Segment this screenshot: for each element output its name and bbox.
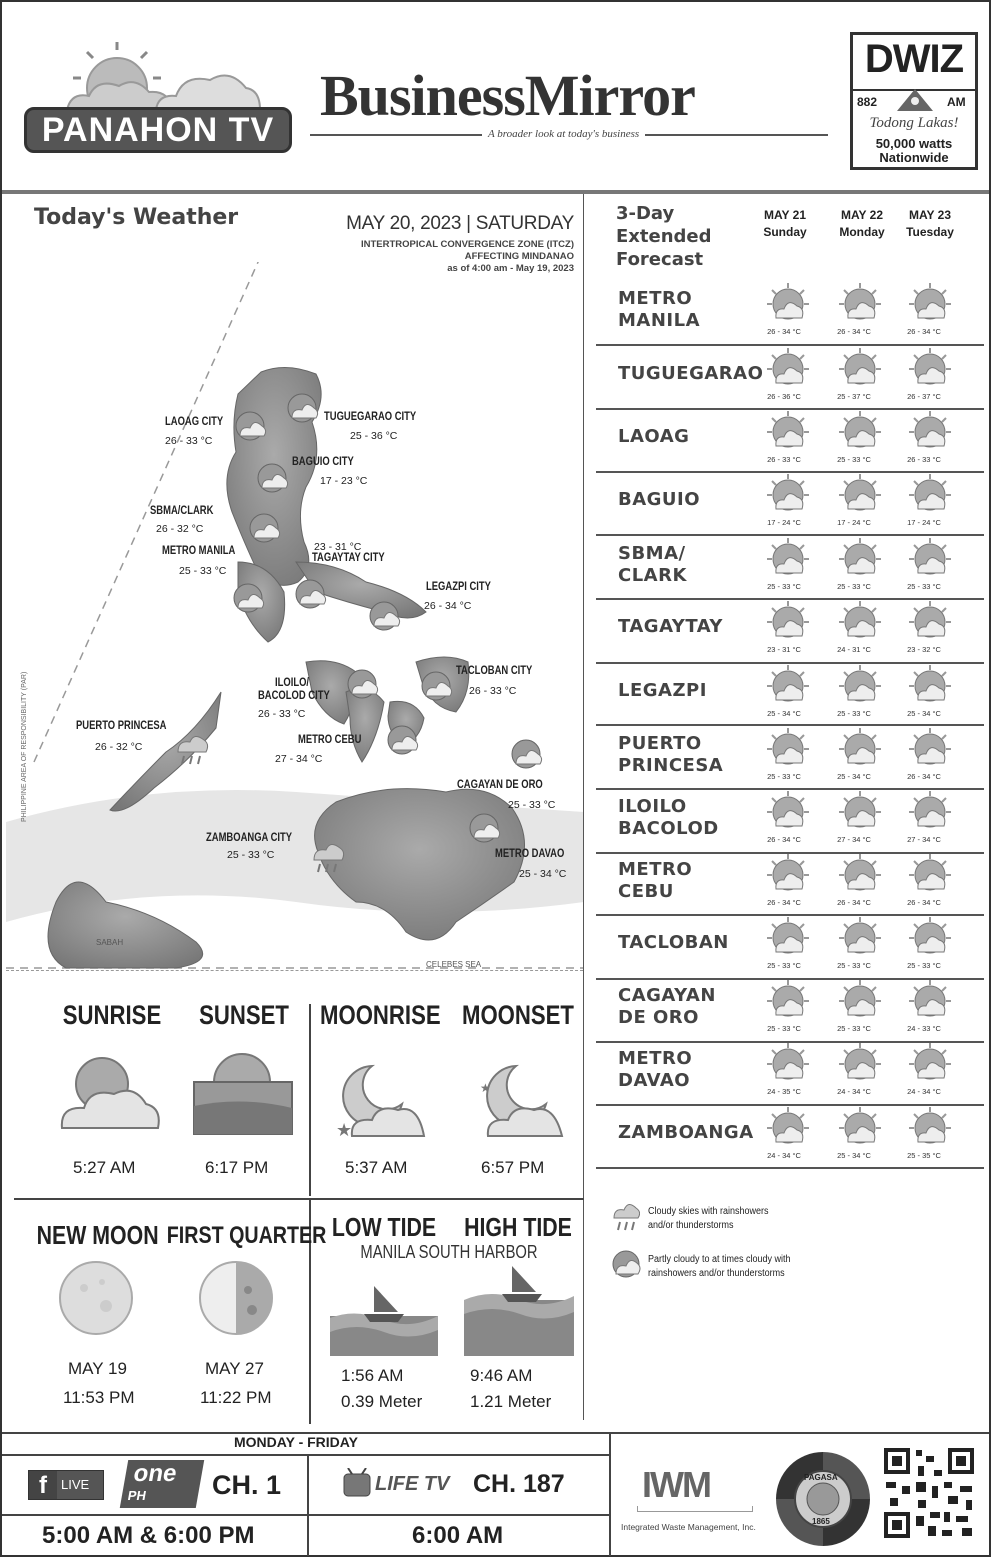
forecast-day-3 <box>895 207 965 241</box>
map-temp-tacloban: 26 - 33 °C <box>469 685 517 697</box>
forecast-partly-cloudy-icon <box>766 282 810 329</box>
legend-rain-line-1: Cloudy skies with rainshowers <box>648 1206 769 1217</box>
forecast-partly-cloudy-icon <box>766 347 810 394</box>
sunrise-time: 5:27 AM <box>73 1158 136 1177</box>
new-moon-date: MAY 19 <box>68 1359 127 1378</box>
dwiz-band: AM <box>947 95 966 109</box>
iwm-company-name: Integrated Waste Management, Inc. <box>621 1522 756 1532</box>
sunrise-label: SUNRISE <box>62 1000 162 1030</box>
forecast-partly-cloudy-icon <box>838 664 882 711</box>
forecast-city-line-2: PRINCESA <box>618 755 724 776</box>
forecast-temp: 26 - 34 °C <box>837 327 871 336</box>
forecast-partly-cloudy-icon <box>766 664 810 711</box>
forecast-temp: 17 - 24 °C <box>837 518 871 527</box>
map-partly-cloudy-icon <box>344 666 380 707</box>
sabah-label: SABAH <box>96 938 124 947</box>
dwiz-power <box>853 137 975 165</box>
partly-cloudy-sun-icon <box>610 1248 642 1285</box>
forecast-row-divider <box>596 1167 984 1169</box>
forecast-day-1 <box>750 207 820 241</box>
forecast-city-line-2: DAVAO <box>618 1070 691 1091</box>
map-temp-tuguegarao: 25 - 36 °C <box>350 430 398 442</box>
forecast-temp: 23 - 31 °C <box>767 645 801 654</box>
forecast-partly-cloudy-icon <box>908 473 952 520</box>
cloud-logo-icon <box>152 64 262 112</box>
forecast-partly-cloudy-icon <box>908 979 952 1026</box>
map-partly-cloudy-icon <box>232 408 268 449</box>
forecast-city <box>618 288 700 332</box>
dwiz-logo <box>850 32 978 170</box>
first-quarter-label: FIRST QUARTER <box>166 1222 327 1249</box>
forecast-date: MAY 20, 2023 | SATURDAY <box>346 213 574 234</box>
main-column-divider <box>583 194 584 1420</box>
map-label-metro-manila: METRO MANILA <box>162 545 236 557</box>
new-moon-label: NEW MOON <box>36 1220 159 1250</box>
forecast-partly-cloudy-icon <box>908 664 952 711</box>
forecast-partly-cloudy-icon <box>908 1042 952 1089</box>
forecast-temp: 24 - 34 °C <box>767 1151 801 1160</box>
low-tide-height: 0.39 Meter <box>341 1392 423 1411</box>
forecast-partly-cloudy-icon <box>908 727 952 774</box>
forecast-partly-cloudy-icon <box>908 537 952 584</box>
forecast-partly-cloudy-icon <box>838 600 882 647</box>
sunset-time: 6:17 PM <box>205 1158 269 1177</box>
sun-moon-bottom-rule <box>14 1198 584 1200</box>
forecast-partly-cloudy-icon <box>838 916 882 963</box>
forecast-partly-cloudy-icon <box>908 853 952 900</box>
broadcast-times-rule <box>2 1514 610 1516</box>
moonset-time: 6:57 PM <box>481 1158 545 1177</box>
channel-187: CH. 187 <box>473 1470 565 1498</box>
forecast-temp: 17 - 24 °C <box>907 518 941 527</box>
forecast-city <box>618 1122 754 1144</box>
map-partly-cloudy-icon <box>418 668 454 709</box>
forecast-partly-cloudy-icon <box>766 853 810 900</box>
forecast-partly-cloudy-icon <box>908 916 952 963</box>
map-label-tagaytay: TAGAYTAY CITY <box>312 552 385 564</box>
moonrise-label: MOONRISE <box>320 1000 441 1030</box>
dwiz-coverage: Nationwide <box>879 150 949 165</box>
forecast-temp: 24 - 34 °C <box>837 1087 871 1096</box>
facebook-live-badge <box>28 1470 104 1500</box>
forecast-city-line-1: METRO <box>618 288 693 309</box>
forecast-temp: 26 - 34 °C <box>907 327 941 336</box>
new-moon-time: 11:53 PM <box>63 1388 135 1407</box>
map-temp-baguio: 17 - 23 °C <box>320 475 368 487</box>
map-partly-cloudy-icon <box>284 390 320 431</box>
forecast-temp: 26 - 36 °C <box>767 392 801 401</box>
iwm-truck-base <box>637 1506 753 1512</box>
one-ph-sub: PH <box>126 1488 148 1503</box>
forecast-city <box>618 796 719 840</box>
moonset-label: MOONSET <box>462 1000 574 1030</box>
forecast-temp: 25 - 33 °C <box>907 582 941 591</box>
map-label-sbma: SBMA/CLARK <box>150 505 214 517</box>
forecast-temp: 25 - 33 °C <box>837 455 871 464</box>
forecast-city-line-1: METRO <box>618 1048 693 1069</box>
forecast-temp: 25 - 35 °C <box>907 1151 941 1160</box>
forecast-city-line-1: TAGAYTAY <box>618 616 723 637</box>
svg-text:★: ★ <box>480 1081 491 1095</box>
forecast-temp: 25 - 34 °C <box>837 1151 871 1160</box>
forecast-partly-cloudy-icon <box>908 347 952 394</box>
forecast-temp: 25 - 37 °C <box>837 392 871 401</box>
forecast-day-2 <box>827 207 897 241</box>
facebook-icon: f <box>29 1471 57 1499</box>
iwm-logo: IWM <box>642 1464 710 1505</box>
forecast-temp: 27 - 34 °C <box>907 835 941 844</box>
forecast-city <box>618 859 692 903</box>
map-temp-sbma: 26 - 32 °C <box>156 523 204 535</box>
forecast-city-line-2: CLARK <box>618 565 687 586</box>
forecast-temp: 25 - 33 °C <box>907 961 941 970</box>
forecast-temp: 24 - 31 °C <box>837 645 871 654</box>
one-ph-wordmark: one <box>131 1460 179 1487</box>
forecast-temp: 26 - 34 °C <box>907 898 941 907</box>
dwiz-tower-icon <box>893 87 937 113</box>
day-date: MAY 21 <box>763 208 807 222</box>
one-ph-logo <box>120 1460 204 1508</box>
moonrise-time: 5:37 AM <box>345 1158 408 1177</box>
publication-title: BusinessMirror <box>320 63 695 128</box>
forecast-partly-cloudy-icon <box>838 853 882 900</box>
forecast-temp: 26 - 34 °C <box>837 898 871 907</box>
forecast-row-divider <box>596 534 984 536</box>
forecast-temp: 25 - 33 °C <box>837 709 871 718</box>
map-label-cagayan-de-oro: CAGAYAN DE ORO <box>457 779 543 791</box>
map-temp-legazpi: 26 - 34 °C <box>424 600 472 612</box>
forecast-temp: 27 - 34 °C <box>837 835 871 844</box>
high-tide-icon <box>462 1264 576 1363</box>
legend-rain <box>648 1205 769 1233</box>
map-temp-metro-davao: 25 - 34 °C <box>519 868 567 880</box>
legend-partly-cloudy <box>648 1253 791 1281</box>
map-label-laoag: LAOAG CITY <box>165 416 224 428</box>
day-date: MAY 23 <box>908 208 952 222</box>
sun-moon-divider <box>309 1004 311 1196</box>
forecast-partly-cloudy-icon <box>908 600 952 647</box>
low-tide-icon <box>328 1278 442 1363</box>
forecast-partly-cloudy-icon <box>908 1106 952 1153</box>
forecast-city <box>618 363 763 385</box>
forecast-city-line-2: MANILA <box>618 310 701 331</box>
day-weekday: Sunday <box>763 225 807 239</box>
broadcast-time-2: 6:00 AM <box>412 1522 504 1549</box>
map-rain-cloud-icon <box>174 730 210 775</box>
forecast-city <box>618 543 687 587</box>
forecast-temp: 26 - 34 °C <box>767 835 801 844</box>
extended-forecast-title-1: 3-Day <box>616 203 675 224</box>
facebook-live-label: LIVE <box>61 1477 90 1492</box>
legend-partly-line-2: rainshowers and/or thunderstorms <box>648 1268 785 1279</box>
forecast-city-line-1: LAOAG <box>618 426 690 447</box>
forecast-partly-cloudy-icon <box>908 790 952 837</box>
forecast-city-line-1: CAGAYAN <box>618 985 716 1006</box>
forecast-city <box>618 680 707 702</box>
forecast-partly-cloudy-icon <box>838 979 882 1026</box>
map-label-tuguegarao: TUGUEGARAO CITY <box>324 411 417 423</box>
forecast-temp: 25 - 34 °C <box>837 772 871 781</box>
sunrise-icon <box>58 1054 162 1139</box>
forecast-city-line-2: BACOLOD <box>618 818 719 839</box>
forecast-city-line-1: LEGAZPI <box>618 680 707 701</box>
map-partly-cloudy-icon <box>246 510 282 551</box>
weather-system-name: INTERTROPICAL CONVERGENCE ZONE (ITCZ) <box>360 239 574 250</box>
as-of-timestamp: as of 4:00 am - May 19, 2023 <box>447 263 574 274</box>
forecast-partly-cloudy-icon <box>766 916 810 963</box>
life-tv-icon <box>342 1468 372 1498</box>
broadcast-days: MONDAY - FRIDAY <box>234 1434 358 1450</box>
forecast-partly-cloudy-icon <box>766 410 810 457</box>
forecast-city-line-1: TACLOBAN <box>618 932 729 953</box>
dwiz-frequency: 882 <box>857 95 878 109</box>
forecast-temp: 26 - 34 °C <box>767 327 801 336</box>
forecast-partly-cloudy-icon <box>908 282 952 329</box>
publication-tagline: A broader look at today's business <box>482 128 645 140</box>
moonrise-icon <box>332 1062 428 1147</box>
forecast-temp: 25 - 33 °C <box>837 1024 871 1033</box>
forecast-partly-cloudy-icon <box>766 1042 810 1089</box>
map-label-metro-davao: METRO DAVAO <box>495 848 565 860</box>
first-quarter-date: MAY 27 <box>205 1359 264 1378</box>
dwiz-power-value: 50,000 watts <box>875 136 953 151</box>
forecast-city <box>618 426 689 448</box>
forecast-partly-cloudy-icon <box>766 790 810 837</box>
life-tv-name: LIFE TV <box>375 1473 450 1495</box>
map-label-bacolod: BACOLOD CITY <box>258 690 330 702</box>
first-quarter-icon <box>196 1258 276 1343</box>
map-partly-cloudy-icon <box>292 576 328 617</box>
map-label-zamboanga: ZAMBOANGA CITY <box>206 832 293 844</box>
high-tide-time: 9:46 AM <box>470 1366 533 1385</box>
map-partly-cloudy-icon <box>254 460 290 501</box>
map-label-metro-cebu: METRO CEBU <box>298 734 362 746</box>
extended-forecast-title <box>616 202 712 271</box>
forecast-city <box>618 932 729 954</box>
forecast-partly-cloudy-icon <box>838 1042 882 1089</box>
forecast-temp: 25 - 33 °C <box>767 1024 801 1033</box>
forecast-partly-cloudy-icon <box>838 347 882 394</box>
pagasa-seal-icon <box>774 1450 872 1548</box>
qr-code-icon <box>882 1446 976 1540</box>
forecast-row-divider <box>596 344 984 346</box>
forecast-temp: 24 - 35 °C <box>767 1087 801 1096</box>
map-temp-iloilo-bacolod: 26 - 33 °C <box>258 708 306 720</box>
high-tide-height: 1.21 Meter <box>470 1392 552 1411</box>
map-partly-cloudy-icon <box>508 736 544 777</box>
broadcast-time-1: 5:00 AM & 6:00 PM <box>42 1522 255 1549</box>
map-temp-metro-cebu: 27 - 34 °C <box>275 753 323 765</box>
forecast-partly-cloudy-icon <box>766 979 810 1026</box>
forecast-partly-cloudy-icon <box>908 410 952 457</box>
broadcast-right-divider <box>609 1432 611 1556</box>
forecast-temp: 26 - 33 °C <box>907 455 941 464</box>
sunset-label: SUNSET <box>199 1000 289 1030</box>
panahon-tv-logo: PANAHON TV <box>24 107 292 153</box>
new-moon-icon <box>56 1258 136 1343</box>
forecast-city <box>618 985 716 1029</box>
forecast-temp: 25 - 33 °C <box>767 961 801 970</box>
forecast-partly-cloudy-icon <box>838 790 882 837</box>
forecast-partly-cloudy-icon <box>838 1106 882 1153</box>
forecast-city-line-2: DE ORO <box>618 1007 699 1028</box>
forecast-partly-cloudy-icon <box>766 600 810 647</box>
pagasa-text: PAGASA <box>804 1473 838 1482</box>
map-label-baguio: BAGUIO CITY <box>292 456 354 468</box>
celebes-sea-label: CELEBES SEA <box>426 960 482 969</box>
map-temp-cagayan-de-oro: 25 - 33 °C <box>508 799 556 811</box>
map-temp-tagaytay: 23 - 31 °C <box>314 541 362 553</box>
forecast-city <box>618 489 700 511</box>
forecast-city <box>618 733 723 777</box>
map-partly-cloudy-icon <box>384 722 420 763</box>
day-date: MAY 22 <box>840 208 884 222</box>
dwiz-slogan: Todong Lakas! <box>869 115 959 131</box>
sunset-icon <box>192 1052 294 1143</box>
cloud-rain-icon <box>612 1200 640 1239</box>
forecast-temp: 26 - 34 °C <box>907 772 941 781</box>
legend-partly-line-1: Partly cloudy to at times cloudy with <box>648 1254 791 1265</box>
extended-forecast-title-3: Forecast <box>616 249 704 270</box>
forecast-temp: 26 - 33 °C <box>767 455 801 464</box>
forecast-city-line-1: ILOILO <box>618 796 687 817</box>
forecast-city-line-1: TUGUEGARAO <box>618 363 764 384</box>
todays-weather-title: Today's Weather <box>34 205 239 230</box>
forecast-partly-cloudy-icon <box>838 282 882 329</box>
forecast-partly-cloudy-icon <box>838 727 882 774</box>
broadcast-mid-divider <box>307 1454 309 1556</box>
forecast-city <box>618 616 723 638</box>
forecast-partly-cloudy-icon <box>766 1106 810 1153</box>
forecast-temp: 26 - 37 °C <box>907 392 941 401</box>
par-label: PHILIPPINE AREA OF RESPONSIBILITY (PAR) <box>21 671 28 822</box>
map-temp-zamboanga: 25 - 33 °C <box>227 849 275 861</box>
broadcast-top-rule <box>2 1432 989 1434</box>
low-tide-time: 1:56 AM <box>341 1366 404 1385</box>
forecast-temp: 25 - 33 °C <box>767 772 801 781</box>
low-tide-label: LOW TIDE <box>331 1212 437 1242</box>
high-tide-label: HIGH TIDE <box>464 1212 572 1242</box>
day-weekday: Tuesday <box>906 225 954 239</box>
forecast-temp: 25 - 33 °C <box>837 961 871 970</box>
forecast-temp: 23 - 32 °C <box>907 645 941 654</box>
map-label-legazpi: LEGAZPI CITY <box>426 581 491 593</box>
extended-forecast-title-2: Extended <box>616 226 712 247</box>
forecast-temp: 25 - 33 °C <box>837 582 871 591</box>
forecast-city-line-1: PUERTO <box>618 733 702 754</box>
map-temp-laoag: 26 - 33 °C <box>165 435 213 447</box>
dwiz-name: DWIZ <box>864 37 964 81</box>
forecast-temp: 24 - 33 °C <box>907 1024 941 1033</box>
forecast-temp: 24 - 34 °C <box>907 1087 941 1096</box>
map-temp-metro-manila: 25 - 33 °C <box>179 565 227 577</box>
map-label-iloilo: ILOILO/ <box>275 677 310 689</box>
channel-1: CH. 1 <box>212 1470 282 1500</box>
forecast-city-line-1: SBMA/ <box>618 543 686 564</box>
forecast-temp: 25 - 34 °C <box>767 709 801 718</box>
header-divider <box>2 190 989 194</box>
moonset-icon <box>472 1062 568 1147</box>
forecast-partly-cloudy-icon <box>838 537 882 584</box>
forecast-city-line-1: BAGUIO <box>618 489 701 510</box>
first-quarter-time: 11:22 PM <box>200 1388 272 1407</box>
forecast-city <box>618 1048 692 1092</box>
philippines-map <box>6 262 584 974</box>
forecast-temp: 26 - 34 °C <box>767 898 801 907</box>
forecast-partly-cloudy-icon <box>838 473 882 520</box>
forecast-partly-cloudy-icon <box>766 727 810 774</box>
map-partly-cloudy-icon <box>366 598 402 639</box>
forecast-partly-cloudy-icon <box>766 537 810 584</box>
forecast-partly-cloudy-icon <box>766 473 810 520</box>
tide-location: MANILA SOUTH HARBOR <box>360 1242 538 1262</box>
svg-text:★: ★ <box>336 1120 353 1140</box>
map-temp-puerto-princesa: 26 - 32 °C <box>95 741 143 753</box>
day-weekday: Monday <box>839 225 885 239</box>
pagasa-year: 1865 <box>812 1517 830 1526</box>
forecast-temp: 25 - 34 °C <box>907 709 941 718</box>
weather-system-area: AFFECTING MINDANAO <box>464 251 574 262</box>
legend-rain-line-2: and/or thunderstorms <box>648 1220 734 1231</box>
forecast-temp: 17 - 24 °C <box>767 518 801 527</box>
forecast-temp: 25 - 33 °C <box>767 582 801 591</box>
forecast-city-line-1: ZAMBOANGA <box>618 1122 754 1143</box>
map-partly-cloudy-icon <box>230 580 266 621</box>
map-label-tacloban: TACLOBAN CITY <box>456 665 533 677</box>
forecast-row-divider <box>596 724 984 726</box>
map-label-puerto-princesa: PUERTO PRINCESA <box>76 720 167 732</box>
broadcast-days-rule <box>2 1454 610 1456</box>
map-partly-cloudy-icon <box>466 810 502 851</box>
forecast-city-line-2: CEBU <box>618 881 674 902</box>
forecast-partly-cloudy-icon <box>838 410 882 457</box>
forecast-city-line-1: METRO <box>618 859 693 880</box>
map-bottom-border <box>6 970 583 971</box>
map-rain-cloud-icon <box>310 838 346 883</box>
